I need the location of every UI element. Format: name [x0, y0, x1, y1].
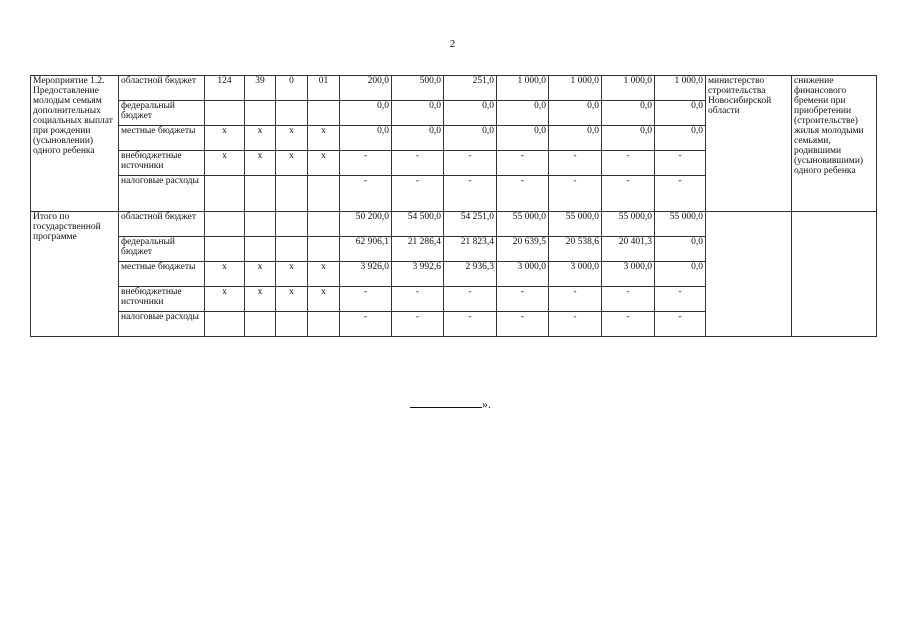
code-cell: х — [308, 151, 340, 176]
code-cell — [205, 237, 245, 262]
funding-source: областной бюджет — [119, 76, 205, 101]
code-cell — [205, 176, 245, 212]
value-cell: 55 000,0 — [655, 212, 706, 237]
value-cell: 0,0 — [602, 101, 655, 126]
code-cell: х — [276, 287, 308, 312]
value-cell: 500,0 — [392, 76, 444, 101]
value-cell: 0,0 — [340, 126, 392, 151]
value-cell: 55 000,0 — [602, 212, 655, 237]
funding-source: областной бюджет — [119, 212, 205, 237]
budget-table — [30, 75, 877, 337]
value-cell: 50 200,0 — [340, 212, 392, 237]
code-cell — [245, 212, 276, 237]
value-cell: - — [655, 176, 706, 212]
value-cell: - — [392, 312, 444, 337]
executor-cell — [706, 212, 792, 337]
code-cell — [205, 212, 245, 237]
value-cell: 3 926,0 — [340, 262, 392, 287]
value-cell: 0,0 — [655, 237, 706, 262]
code-cell: х — [276, 151, 308, 176]
value-cell: 0,0 — [392, 126, 444, 151]
page-number: 2 — [449, 38, 456, 50]
code-cell: х — [308, 262, 340, 287]
code-cell — [308, 176, 340, 212]
measure-label: Мероприятие 1.2. Предоставление молодым семьям дополнительных социальных выплат при рождении (усыновлении) одного ребенка — [31, 76, 119, 212]
value-cell: 20 538,6 — [549, 237, 602, 262]
value-cell: - — [655, 151, 706, 176]
value-cell: 1 000,0 — [602, 76, 655, 101]
value-cell: - — [602, 151, 655, 176]
value-cell: - — [497, 176, 549, 212]
value-cell: 0,0 — [392, 101, 444, 126]
closing-quote: ». — [482, 397, 491, 411]
value-cell: - — [549, 176, 602, 212]
value-cell: 0,0 — [655, 101, 706, 126]
value-cell: 54 251,0 — [444, 212, 497, 237]
code-cell: х — [205, 287, 245, 312]
code-cell — [276, 176, 308, 212]
code-cell: х — [245, 287, 276, 312]
funding-source: внебюджетные источники — [119, 151, 205, 176]
value-cell: 21 286,4 — [392, 237, 444, 262]
signature-line — [410, 407, 482, 408]
code-cell: х — [205, 126, 245, 151]
code-cell: х — [308, 287, 340, 312]
value-cell: 251,0 — [444, 76, 497, 101]
funding-source: внебюджетные источники — [119, 287, 205, 312]
value-cell: 3 000,0 — [497, 262, 549, 287]
code-cell — [276, 312, 308, 337]
value-cell: - — [340, 287, 392, 312]
value-cell: 20 401,3 — [602, 237, 655, 262]
code-cell — [205, 312, 245, 337]
executor-cell: министерство строительства Новосибирской области — [706, 76, 792, 212]
funding-source: федеральный бюджет — [119, 237, 205, 262]
value-cell: - — [340, 151, 392, 176]
table-row — [31, 212, 877, 237]
value-cell: - — [549, 151, 602, 176]
measure-label: Итого по государственной программе — [31, 212, 119, 337]
value-cell: 0,0 — [444, 101, 497, 126]
result-cell: снижение финансового бремени при приобретении (строительстве) жилья молодыми семьями, родившими (усыновившими) одного ребенка — [792, 76, 877, 212]
code-cell — [205, 101, 245, 126]
value-cell: 20 639,5 — [497, 237, 549, 262]
value-cell: 54 500,0 — [392, 212, 444, 237]
value-cell: - — [497, 151, 549, 176]
value-cell: - — [655, 287, 706, 312]
code-cell — [308, 212, 340, 237]
funding-source: местные бюджеты — [119, 126, 205, 151]
code-cell — [245, 101, 276, 126]
code-cell: 124 — [205, 76, 245, 101]
code-cell: х — [245, 126, 276, 151]
value-cell: 3 000,0 — [549, 262, 602, 287]
value-cell: 0,0 — [340, 101, 392, 126]
code-cell: 39 — [245, 76, 276, 101]
code-cell — [276, 237, 308, 262]
value-cell: - — [549, 287, 602, 312]
code-cell: х — [276, 126, 308, 151]
value-cell: - — [497, 287, 549, 312]
value-cell: - — [340, 176, 392, 212]
value-cell: 55 000,0 — [497, 212, 549, 237]
code-cell: х — [308, 126, 340, 151]
code-cell: х — [245, 262, 276, 287]
value-cell: - — [497, 312, 549, 337]
value-cell: - — [549, 312, 602, 337]
result-cell — [792, 212, 877, 337]
value-cell: 0,0 — [549, 126, 602, 151]
code-cell — [245, 312, 276, 337]
code-cell — [308, 237, 340, 262]
value-cell: 0,0 — [655, 126, 706, 151]
value-cell: 3 992,6 — [392, 262, 444, 287]
value-cell: - — [340, 312, 392, 337]
value-cell: 0,0 — [497, 126, 549, 151]
funding-source: налоговые расходы — [119, 312, 205, 337]
value-cell: 0,0 — [444, 126, 497, 151]
code-cell — [276, 212, 308, 237]
value-cell: 0,0 — [602, 126, 655, 151]
value-cell: 3 000,0 — [602, 262, 655, 287]
value-cell: 1 000,0 — [655, 76, 706, 101]
code-cell: х — [205, 262, 245, 287]
value-cell: 55 000,0 — [549, 212, 602, 237]
value-cell: - — [602, 312, 655, 337]
value-cell: 200,0 — [340, 76, 392, 101]
value-cell: - — [444, 312, 497, 337]
value-cell: - — [602, 176, 655, 212]
code-cell: х — [205, 151, 245, 176]
value-cell: 62 906,1 — [340, 237, 392, 262]
value-cell: 0,0 — [549, 101, 602, 126]
value-cell: - — [444, 151, 497, 176]
value-cell: - — [392, 176, 444, 212]
value-cell: 1 000,0 — [497, 76, 549, 101]
value-cell: 2 936,3 — [444, 262, 497, 287]
code-cell: 01 — [308, 76, 340, 101]
value-cell: 0,0 — [497, 101, 549, 126]
table-row — [31, 76, 877, 101]
funding-source: местные бюджеты — [119, 262, 205, 287]
code-cell: х — [245, 151, 276, 176]
value-cell: - — [655, 312, 706, 337]
code-cell: х — [276, 262, 308, 287]
value-cell: - — [444, 287, 497, 312]
code-cell: 0 — [276, 76, 308, 101]
code-cell — [276, 101, 308, 126]
value-cell: - — [392, 287, 444, 312]
value-cell: 0,0 — [655, 262, 706, 287]
value-cell: 21 823,4 — [444, 237, 497, 262]
value-cell: 1 000,0 — [549, 76, 602, 101]
value-cell: - — [392, 151, 444, 176]
code-cell — [308, 312, 340, 337]
code-cell — [245, 176, 276, 212]
value-cell: - — [444, 176, 497, 212]
funding-source: федеральный бюджет — [119, 101, 205, 126]
code-cell — [245, 237, 276, 262]
funding-source: налоговые расходы — [119, 176, 205, 212]
code-cell — [308, 101, 340, 126]
value-cell: - — [602, 287, 655, 312]
closing-mark — [410, 397, 491, 412]
